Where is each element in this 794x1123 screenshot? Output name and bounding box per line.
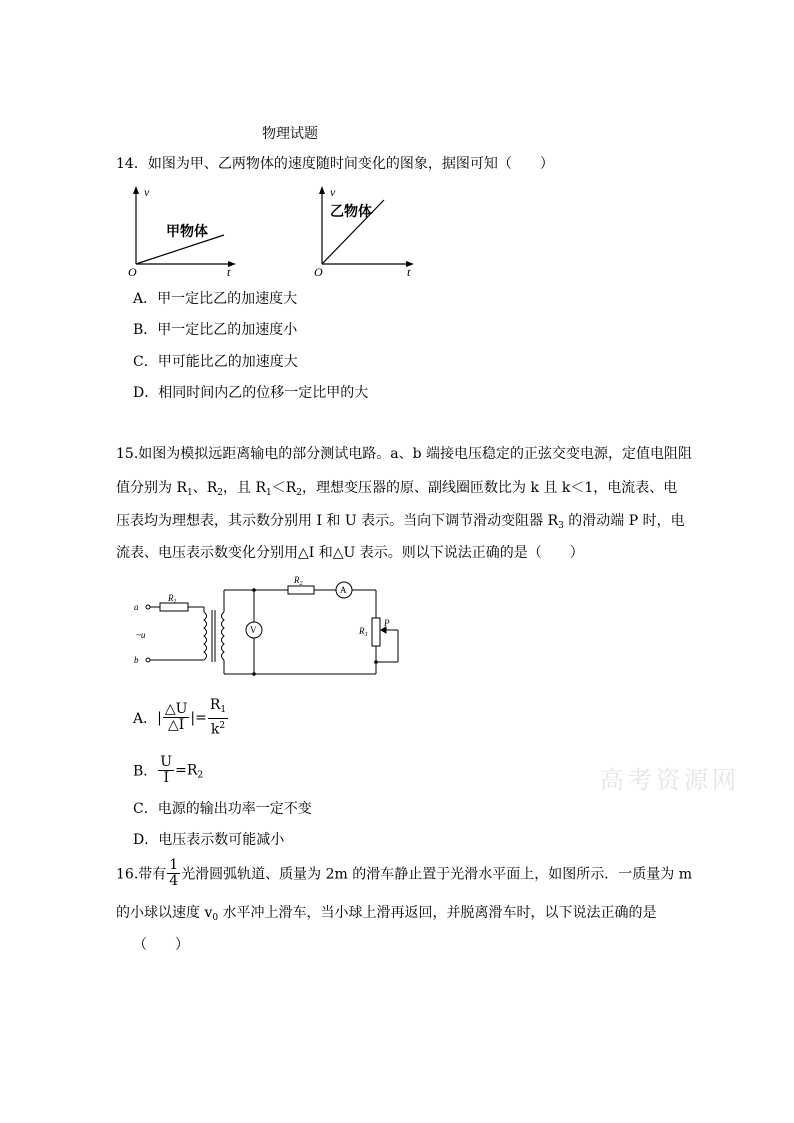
graph-yi-label: 乙物体 [330, 205, 372, 220]
q14-graphs [120, 180, 440, 280]
q16-line-1: 16.带有 $\frac{1}{4}$ 光滑圆弧轨道、质量为 2m 的滑车静止置于光滑水平面上，如图所示．一质量为 m [116, 857, 692, 889]
q16-line-3: （ ） [133, 937, 189, 953]
circuit-label-u: ~u [136, 630, 146, 640]
graph-jia-v: v [144, 185, 150, 199]
q16-line-2: 的小球以速度 $v_0$ 水平冲上滑车，当小球上滑再返回，并脱离滑车时，以下说法正确的是 [116, 905, 657, 923]
q15-line-1: 15.如图为模拟远距离输电的部分测试电路。a、b 端接电压稳定的正弦交变电源，定值电阻阻 [116, 446, 693, 462]
page-title: 物理试题 [262, 126, 318, 142]
q15-line-4: 流表、电压表示数变化分别用△I 和△U 表示。则以下说法正确的是（ ） [116, 545, 584, 561]
graph-yi-t: t [407, 265, 411, 279]
graph-yi-origin: O [314, 265, 323, 279]
q14-option-a: A．甲一定比乙的加速度大 [133, 291, 298, 307]
graph-yi-v: v [330, 185, 336, 199]
watermark: 高考资源网 [600, 766, 740, 794]
graph-jia-t: t [227, 265, 231, 279]
circuit-label-r3: $R_3$ [359, 626, 368, 638]
q14-option-d: D．相同时间内乙的位移一定比甲的大 [133, 385, 369, 401]
q15-option-a: A．| $\frac{\triangle U}{\triangle I}$ |= $\frac{R_1}{k^2}$ [133, 697, 227, 738]
q15-option-b: B． $\frac{U}{I}$ $=R_2$ [133, 754, 204, 786]
ammeter-icon: A [340, 585, 347, 595]
circuit-label-p: P [384, 618, 390, 628]
q15-line-2: 值分别为 $R_1$、$R_2$，且 $R_1<R_2$，理想变压器的原、副线圈匝数比为 k 且 k＜1，电流表、电 [116, 480, 678, 498]
q14-stem: 14．如图为甲、乙两物体的速度随时间变化的图象，据图可知（ ） [116, 156, 554, 172]
q15-option-c: C．电源的输出功率一定不变 [133, 801, 312, 817]
graph-yi [314, 185, 414, 279]
circuit-label-r1: $R_1$ [168, 593, 177, 605]
q15-option-d: D．电压表示数可能减小 [133, 832, 285, 848]
circuit-label-b: b [134, 655, 139, 665]
graph-jia-origin: O [128, 265, 137, 279]
q15-circuit [130, 572, 420, 682]
q14-option-c: C．甲可能比乙的加速度大 [133, 354, 298, 370]
q14-option-b: B．甲一定比乙的加速度小 [133, 322, 298, 338]
circuit-label-r2: $R_2$ [294, 575, 303, 587]
q15-line-3: 压表均为理想表，其示数分别用 I 和 U 表示。当向下调节滑动变阻器 $R_3$ 的滑动端 P 时，电 [116, 513, 685, 531]
voltmeter-icon: V [250, 625, 257, 635]
graph-jia [128, 185, 236, 279]
graph-jia-label: 甲物体 [166, 225, 208, 240]
circuit-label-a: a [134, 602, 139, 612]
